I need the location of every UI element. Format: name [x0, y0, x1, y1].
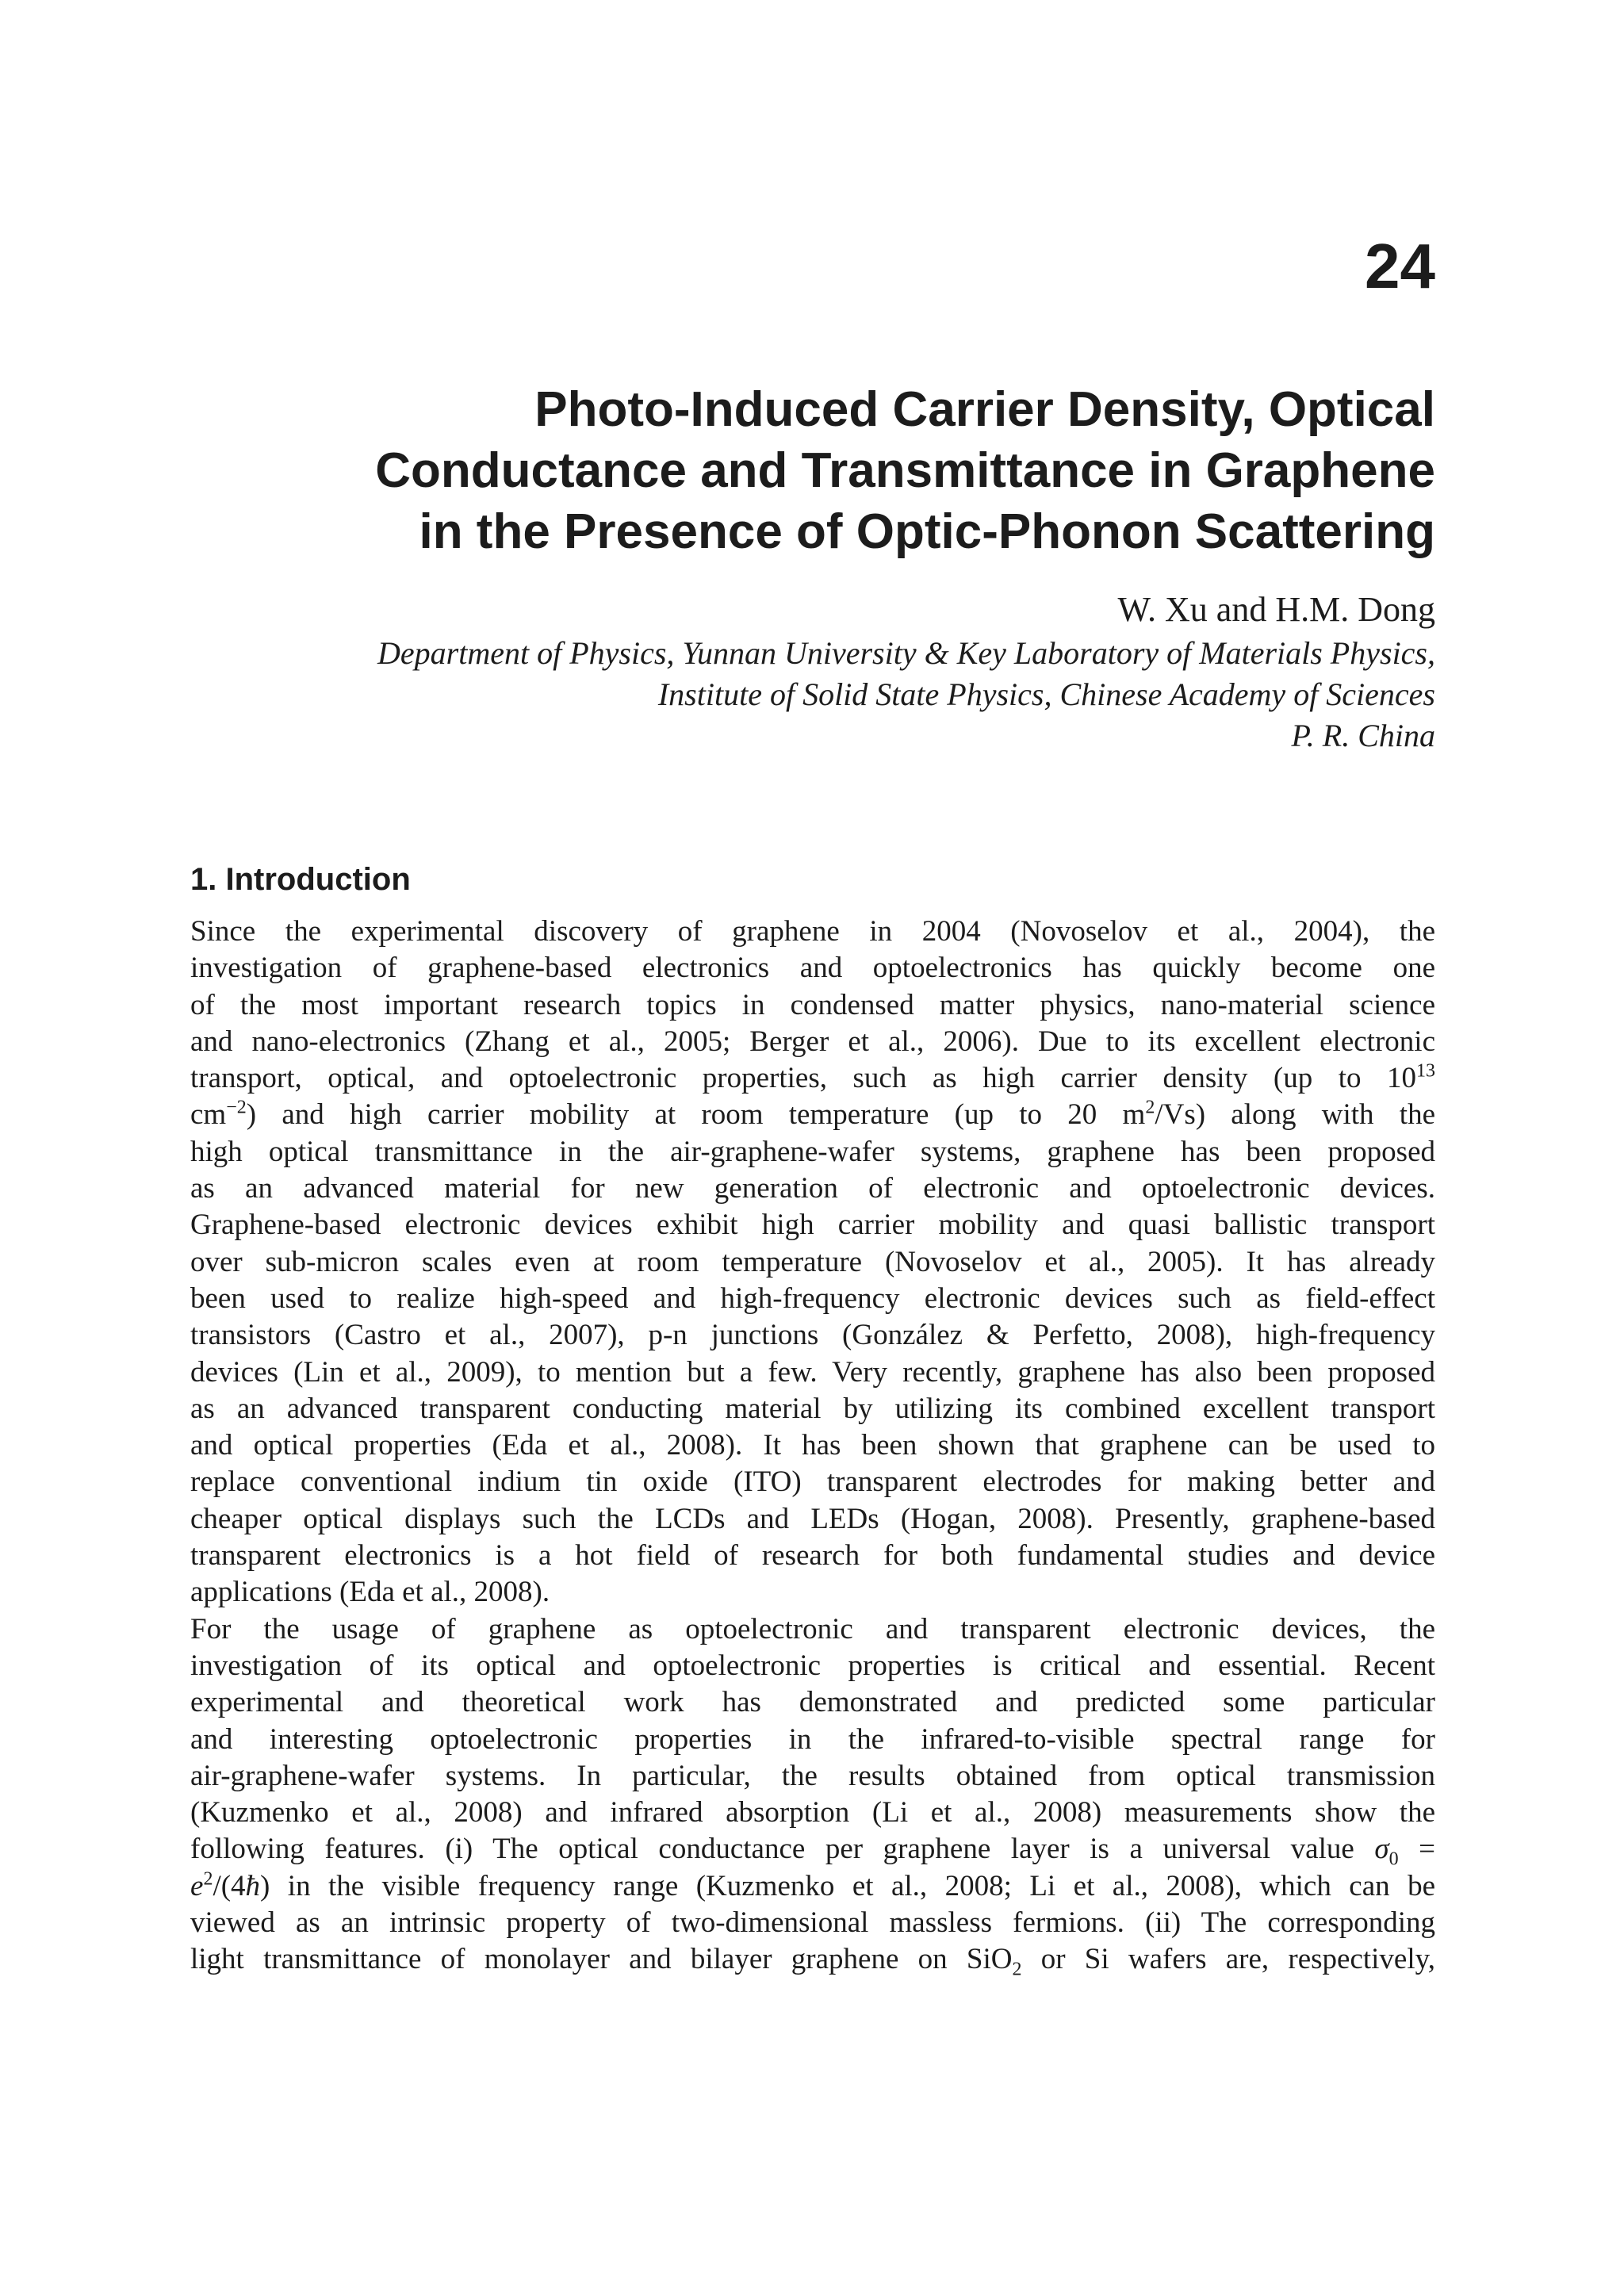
text-line: high optical transmittance in the air-graphene-wafer systems, graphene has been proposed — [190, 1135, 1435, 1168]
text-line: experimental and theoretical work has demonstrated and predicted some particular — [190, 1686, 1435, 1719]
text-segment: = — [1398, 1833, 1435, 1866]
text-line: air-graphene-wafer systems. In particular, the results obtained from optical transmission — [190, 1759, 1435, 1792]
text-segment: transport, optical, and optoelectronic properties, such as high carrier density (up to 10 — [190, 1062, 1416, 1095]
text-line — [190, 1868, 1435, 1905]
text-line: as an advanced material for new generation of electronic and optoelectronic devices. — [190, 1172, 1435, 1205]
text-segment: following features. (i) The optical conductance per graphene layer is a universal value — [190, 1833, 1375, 1866]
text-segment: light transmittance of monolayer and bilayer graphene on SiO — [190, 1943, 1013, 1976]
chapter-title-line: in the Presence of Optic-Phonon Scattering — [419, 504, 1435, 559]
affiliation-line: P. R. China — [1291, 718, 1435, 753]
math-symbol: σ — [1374, 1833, 1389, 1866]
affiliation-line: Department of Physics, Yunnan University & Key Laboratory of Materials Physics, — [377, 635, 1435, 671]
author-list: W. Xu and H.M. Dong — [1117, 590, 1435, 629]
text-line: and optical properties (Eda et al., 2008). It has been shown that graphene can be used to — [190, 1429, 1435, 1462]
text-segment: /Vs) along with the — [1155, 1098, 1435, 1132]
text-line — [190, 1831, 1435, 1868]
math-symbol: ħ — [245, 1869, 261, 1902]
subscript: 0 — [1388, 1849, 1399, 1870]
text-line: replace conventional indium tin oxide (ITO) transparent electrodes for making better and — [190, 1465, 1435, 1499]
body-text — [190, 914, 1435, 1979]
subscript: 2 — [1012, 1959, 1022, 1980]
text-line — [190, 1941, 1435, 1978]
chapter-title-line: Conductance and Transmittance in Graphene — [375, 443, 1435, 498]
text-line: and nano-electronics (Zhang et al., 2005; Berger et al., 2006). Due to its excellent electronic — [190, 1025, 1435, 1058]
text-line: as an advanced transparent conducting material by utilizing its combined excellent transport — [190, 1392, 1435, 1425]
text-line: transistors (Castro et al., 2007), p-n junctions (González & Perfetto, 2008), high-frequency — [190, 1319, 1435, 1352]
text-line: Since the experimental discovery of graphene in 2004 (Novoselov et al., 2004), the — [190, 915, 1435, 948]
text-segment: /(4 — [213, 1869, 246, 1902]
text-segment: or Si wafers are, respectively, — [1021, 1943, 1435, 1976]
superscript: 13 — [1416, 1060, 1435, 1082]
text-line: viewed as an intrinsic property of two-dimensional massless fermions. (ii) The corresponding — [190, 1906, 1435, 1940]
affiliation-line: Institute of Solid State Physics, Chinese Academy of Sciences — [657, 676, 1435, 712]
text-line: cheaper optical displays such the LCDs and LEDs (Hogan, 2008). Presently, graphene-based — [190, 1502, 1435, 1535]
text-line: Graphene-based electronic devices exhibit high carrier mobility and quasi ballistic transport — [190, 1209, 1435, 1242]
text-line: applications (Eda et al., 2008). — [190, 1576, 550, 1609]
text-segment: cm — [190, 1098, 227, 1132]
text-line: investigation of its optical and optoelectronic properties is critical and essential. Recent — [190, 1649, 1435, 1682]
section-heading: 1. Introduction — [190, 862, 411, 897]
text-line — [190, 1097, 1435, 1133]
text-line: investigation of graphene-based electronics and optoelectronics has quickly become one — [190, 952, 1435, 985]
superscript: −2 — [226, 1098, 247, 1119]
text-segment: ) in the visible frequency range (Kuzmenko et al., 2008; Li et al., 2008), which can be — [260, 1869, 1435, 1902]
author-affiliation — [87, 633, 1435, 757]
text-line — [190, 1060, 1435, 1097]
text-line: of the most important research topics in condensed matter physics, nano-material science — [190, 988, 1435, 1021]
superscript: 2 — [1145, 1098, 1155, 1119]
superscript: 2 — [203, 1868, 213, 1890]
chapter-title — [198, 379, 1435, 562]
chapter-title-line: Photo-Induced Carrier Density, Optical — [534, 382, 1435, 437]
text-line: devices (Lin et al., 2009), to mention but a few. Very recently, graphene has also been proposed — [190, 1355, 1435, 1389]
text-line: over sub-micron scales even at room temperature (Novoselov et al., 2005). It has already — [190, 1245, 1435, 1278]
text-line: (Kuzmenko et al., 2008) and infrared absorption (Li et al., 2008) measurements show the — [190, 1796, 1435, 1829]
text-segment: ) and high carrier mobility at room temperature (up to 20 m — [246, 1098, 1146, 1132]
text-line: been used to realize high-speed and high-frequency electronic devices such as field-effect — [190, 1282, 1435, 1315]
text-line: and interesting optoelectronic properties in the infrared-to-visible spectral range for — [190, 1722, 1435, 1756]
chapter-number: 24 — [1365, 231, 1435, 301]
text-line: transparent electronics is a hot field of research for both fundamental studies and device — [190, 1539, 1435, 1573]
math-symbol: e — [190, 1869, 204, 1902]
text-line: For the usage of graphene as optoelectronic and transparent electronic devices, the — [190, 1612, 1435, 1645]
